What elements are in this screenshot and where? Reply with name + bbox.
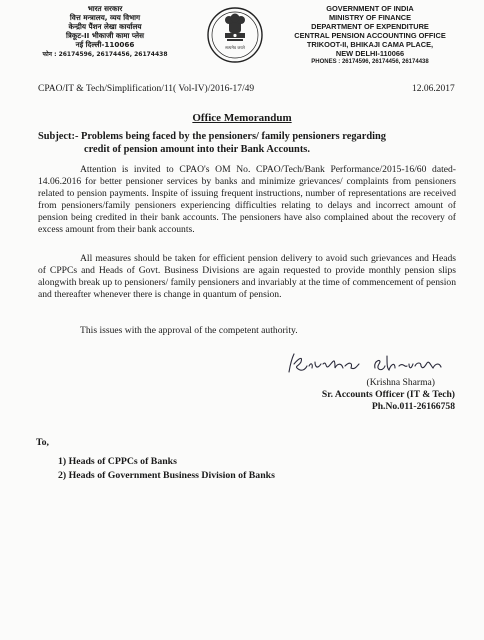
english-letterhead — [270, 4, 470, 67]
paragraph-text: Attention is invited to CPAO's OM No. CPAO/Tech/Bank Performance/2015-16/60 dated-14.06.2016 for better pensioner services by banks and minimize grievances/ complaints from pensioners related to pension payments. Inspite of issuing frequent instructions, number of representations are received from pensioners/family pensioners experiencing difficulties relating to delays and incorrect amount of pension being credited in their bank accounts. The pensioners have also complained about the recovery of excess amount from their bank accounts. — [38, 164, 456, 236]
hindi-line: त्रिकूट-II भीकाजी कामा प्लेस — [66, 31, 144, 40]
recipient-item: 1) Heads of CPPCs of Banks — [58, 456, 177, 467]
memo-title: Office Memorandum — [192, 112, 292, 124]
svg-text:सत्यमेव जयते: सत्यमेव जयते — [225, 45, 245, 50]
hindi-line: नई दिल्ली-110066 — [75, 40, 135, 49]
paragraph-2 — [38, 253, 456, 301]
recipient-item: 2) Heads of Government Business Division of Banks — [58, 469, 275, 481]
hindi-phone: फोन : 26174596, 26174456, 26174438 — [42, 51, 168, 58]
hindi-line: वित्त मन्त्रालय, व्यय विभाग — [69, 13, 141, 22]
national-emblem-icon — [205, 5, 265, 67]
english-line: NEW DELHI-110066 — [335, 49, 405, 58]
paragraph-text: All measures should be taken for efficient pension delivery to avoid such grievances and Heads of CPPCs and Heads of Govt. Business Divisions are again requested to provide monthly pension slips alongwith break up to pensioners/ family pensioners and invariably at the time of commencement of pension and thereafter whenever there is change in quantum of pension. — [38, 253, 456, 301]
english-line: TRIKOOT-II, BHIKAJI CAMA PLACE, — [306, 40, 434, 49]
english-line: DEPARTMENT OF EXPENDITURE — [311, 22, 429, 31]
paragraph-1 — [38, 164, 456, 237]
hindi-line: केन्द्रीय पैंशन लेखा कार्यालय — [68, 22, 142, 31]
english-line: GOVERNMENT OF INDIA — [326, 4, 414, 13]
memo-subject — [38, 130, 458, 156]
hindi-line: भारत सरकार — [87, 4, 123, 13]
reference-number: CPAO/IT & Tech/Simplification/11( Vol-IV)/2016-17/49 — [38, 84, 255, 94]
english-phone: PHONES : 26174596, 26174456, 26174438 — [311, 59, 429, 65]
english-line: MINISTRY OF FINANCE — [328, 13, 412, 22]
memo-date: 12.06.2017 — [412, 84, 455, 94]
recipient-list — [58, 455, 275, 482]
signatory-name: (Krishna Sharma) — [366, 377, 435, 388]
handwritten-signature — [275, 350, 455, 380]
signatory-phone: Ph.No.011-26166758 — [371, 401, 455, 412]
paragraph-3 — [38, 325, 456, 337]
paragraph-text: This issues with the approval of the competent authority. — [80, 325, 298, 336]
to-label: To, — [36, 437, 49, 448]
english-line: CENTRAL PENSION ACCOUNTING OFFICE — [294, 31, 446, 40]
subject-line: credit of pension amount into their Bank Accounts. — [84, 144, 310, 155]
signature-block — [275, 377, 455, 413]
subject-line: Subject:- Problems being faced by the pensioners/ family pensioners regarding — [38, 131, 386, 142]
signatory-designation: Sr. Accounts Officer (IT & Tech) — [321, 389, 455, 400]
hindi-letterhead — [20, 4, 190, 59]
